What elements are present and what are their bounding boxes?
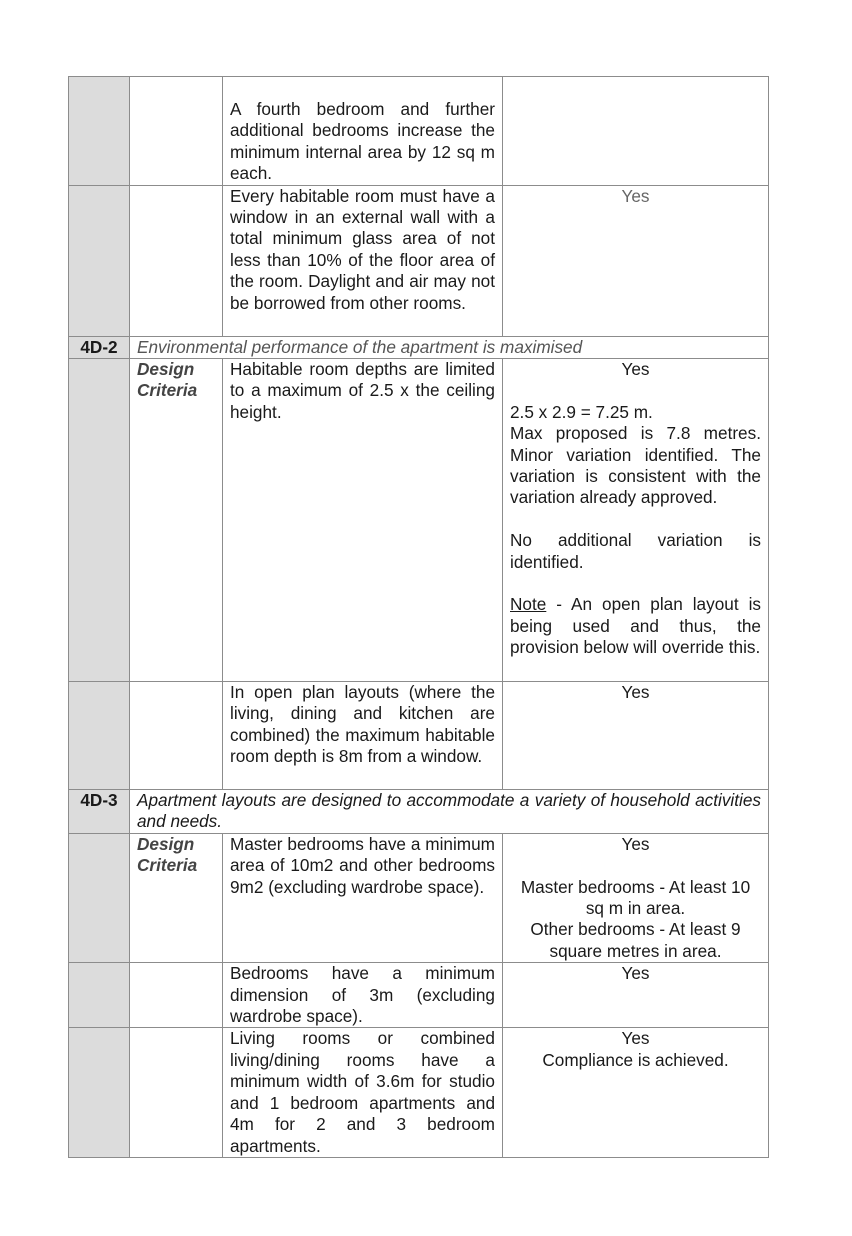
compliance-cell (503, 77, 769, 186)
label-cell (130, 77, 223, 186)
design-criteria-label (130, 359, 223, 682)
ref-cell (69, 359, 130, 682)
compliance-yes: Yes (621, 359, 650, 380)
table-row (69, 185, 769, 336)
label-cell (130, 1028, 223, 1157)
section-objective: Apartment layouts are designed to accommodate a variety of household activities and needs. (130, 790, 769, 834)
label-cell (130, 963, 223, 1028)
requirement-text: A fourth bedroom and further additional bedrooms increase the minimum internal area by 12 sq m each. (230, 99, 495, 184)
section-objective: Environmental performance of the apartment is maximised (130, 336, 769, 358)
compliance-cell (503, 359, 769, 682)
master-bedroom-text: Master bedrooms - At least 10 sq m in area. (520, 876, 751, 919)
section-ref: 4D-3 (69, 790, 130, 834)
requirement-cell (223, 1028, 503, 1157)
label-cell (130, 185, 223, 336)
table-row (69, 359, 769, 682)
other-bedroom-text: Other bedrooms - At least 9 square metres in area. (530, 919, 741, 961)
requirement-cell (223, 682, 503, 790)
compliance-text: Yes (621, 682, 650, 703)
requirement-text: Every habitable room must have a window in an external wall with a total minimum glass area of not less than 10% of the floor area of the room. Daylight and air may not be borrowed from other rooms. (230, 185, 495, 313)
note-text (510, 594, 761, 658)
compliance-yes: Yes (621, 1028, 650, 1049)
ref-cell (69, 682, 130, 790)
requirement-text: Habitable room depths are limited to a maximum of 2.5 x the ceiling height. (230, 359, 495, 422)
ref-cell (69, 77, 130, 186)
compliance-text: Yes (621, 963, 650, 984)
label-line: Design (137, 833, 195, 854)
requirement-text: In open plan layouts (where the living, dining and kitchen are combined) the maximum habitable room depth is 8m from a window. (230, 682, 495, 767)
requirement-text: Living rooms or combined living/dining rooms have a minimum width of 3.6m for studio and 1 bedroom apartments and 4m for 2 and 3 bedroom apartments. (230, 1028, 495, 1156)
requirement-cell (223, 963, 503, 1028)
calculation-text: 2.5 x 2.9 = 7.25 m. (510, 401, 653, 422)
compliance-cell (503, 833, 769, 962)
label-cell (130, 682, 223, 790)
requirement-cell (223, 359, 503, 682)
compliance-cell (503, 682, 769, 790)
table-row (69, 682, 769, 790)
compliance-text: Yes (621, 185, 650, 206)
section-ref: 4D-2 (69, 336, 130, 358)
requirement-text: Bedrooms have a minimum dimension of 3m (excluding wardrobe space). (230, 963, 495, 1027)
section-header-row (69, 790, 769, 834)
table-row (69, 1028, 769, 1157)
compliance-yes: Yes (621, 833, 650, 854)
compliance-cell (503, 1028, 769, 1157)
ref-cell (69, 833, 130, 962)
no-variation-text: No additional variation is identified. (510, 530, 761, 572)
compliance-cell (503, 185, 769, 336)
ref-cell (69, 185, 130, 336)
compliance-note: Compliance is achieved. (542, 1049, 729, 1070)
ref-cell (69, 963, 130, 1028)
label-line: Design (137, 359, 195, 380)
label-line: Criteria (137, 855, 198, 876)
requirement-cell (223, 833, 503, 962)
compliance-cell (503, 963, 769, 1028)
ref-cell (69, 1028, 130, 1157)
note-body: - An open plan layout is being used and thus, the provision below will override this. (510, 594, 761, 658)
note-label: Note (510, 594, 547, 615)
requirement-text: Master bedrooms have a minimum area of 10m2 and other bedrooms 9m2 (excluding wardrobe space). (230, 833, 495, 897)
section-header-row (69, 336, 769, 358)
table-row (69, 833, 769, 962)
table-row (69, 963, 769, 1028)
design-criteria-label (130, 833, 223, 962)
compliance-table (68, 76, 769, 1158)
label-line: Criteria (137, 380, 198, 401)
variation-text: Max proposed is 7.8 metres. Minor variation identified. The variation is consistent with the variation already approved. (510, 423, 761, 508)
requirement-cell (223, 185, 503, 336)
requirement-cell (223, 77, 503, 186)
table-row (69, 77, 769, 186)
